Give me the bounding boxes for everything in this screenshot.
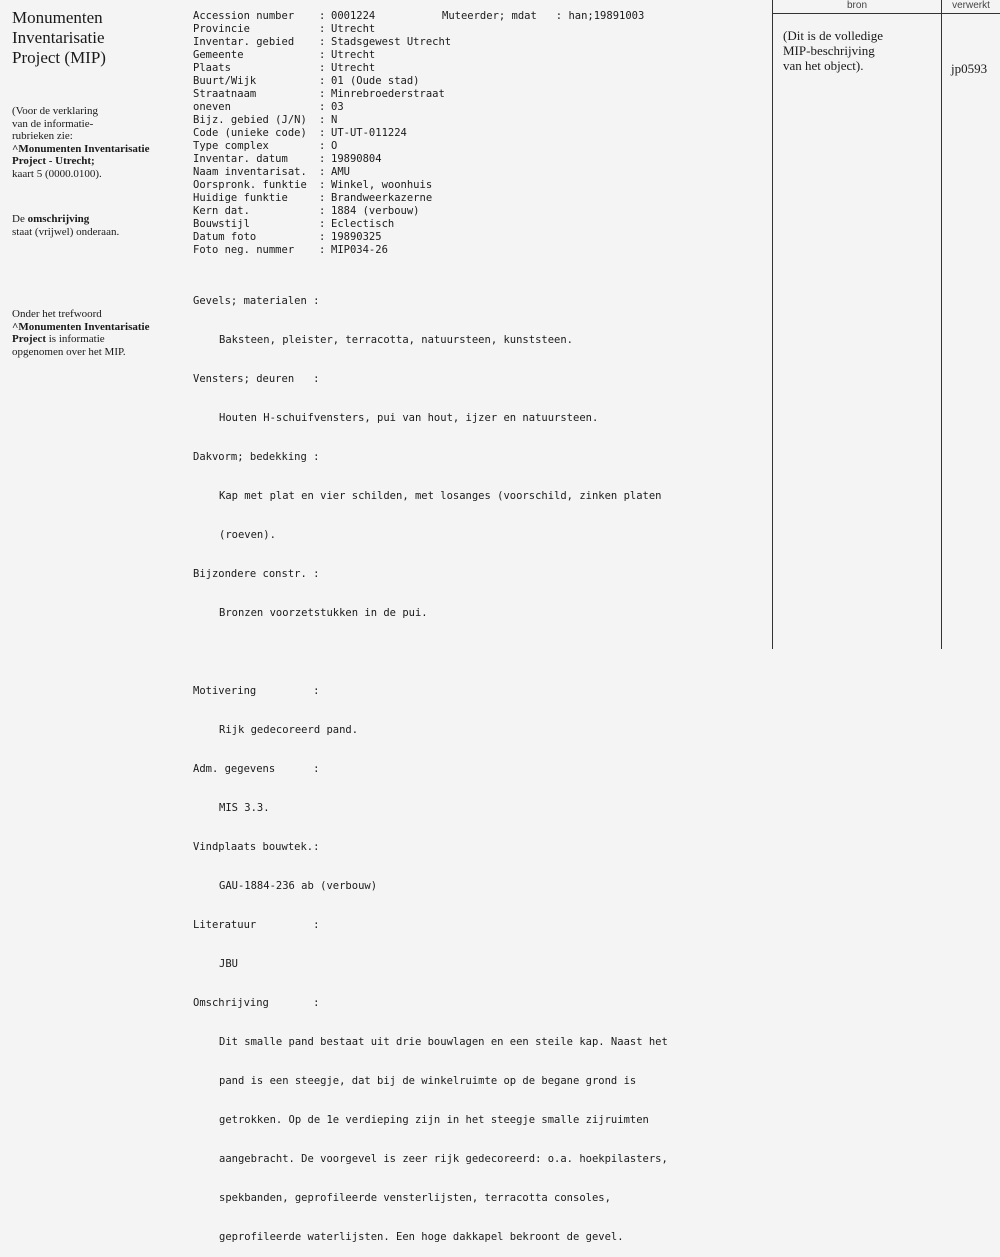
field-label: Bouwstijl xyxy=(193,218,250,230)
field-row xyxy=(193,192,451,205)
column-divider-left xyxy=(772,0,773,649)
field-separator: : xyxy=(319,140,326,152)
field-label: Gemeente xyxy=(193,49,244,61)
field-row xyxy=(193,36,451,49)
field-label: Foto neg. nummer xyxy=(193,244,295,256)
field-separator: : xyxy=(319,62,326,74)
field-label: Type complex xyxy=(193,140,269,152)
field-list xyxy=(193,10,451,257)
legend-note: (Voor de verklaring van de informatie- rubrieken zie: ^Monumenten Inventarisatie Project - Utrecht; kaart 5 (0000.0100). xyxy=(12,105,150,180)
field-row xyxy=(193,49,451,62)
field-row xyxy=(193,218,451,231)
keyword-note: Onder het trefwoord ^Monumenten Inventarisatie Project is informatie opgenomen over het MIP. xyxy=(12,308,150,358)
dakvorm-value: Kap met plat en vier schilden, met losanges (voorschild, zinken platen xyxy=(219,490,662,502)
field-separator: : xyxy=(319,10,326,22)
dakvorm-heading: Dakvorm; bedekking : xyxy=(193,451,320,463)
field-label: Inventar. datum xyxy=(193,153,288,165)
field-row xyxy=(193,10,451,23)
field-row xyxy=(193,179,451,192)
field-separator: : xyxy=(319,127,326,139)
field-separator: : xyxy=(319,244,326,256)
literatuur-heading: Literatuur : xyxy=(193,919,320,931)
gevels-value: Baksteen, pleister, terracotta, natuursteen, kunststeen. xyxy=(219,334,574,346)
field-label: Code (unieke code) xyxy=(193,127,307,139)
verwerkt-code: jp0593 xyxy=(951,61,988,76)
field-label: Kern dat. xyxy=(193,205,250,217)
field-label: Inventar. gebied xyxy=(193,36,295,48)
field-separator: : xyxy=(319,114,326,126)
mutator-value: han;19891003 xyxy=(568,10,645,22)
field-separator: : xyxy=(319,153,326,165)
field-value: Utrecht xyxy=(331,62,376,74)
field-label: Buurt/Wijk xyxy=(193,75,257,87)
field-label: Datum foto xyxy=(193,231,257,243)
field-separator: : xyxy=(319,101,326,113)
field-separator: : xyxy=(319,192,326,204)
field-row xyxy=(193,231,451,244)
vensters-value: Houten H-schuifvensters, pui van hout, ijzer en natuursteen. xyxy=(219,412,599,424)
field-separator: : xyxy=(319,218,326,230)
field-value: MIP034-26 xyxy=(331,244,388,256)
field-separator: : xyxy=(319,179,326,191)
omschrijving-line: Dit smalle pand bestaat uit drie bouwlagen en een steile kap. Naast het xyxy=(219,1036,668,1048)
omschrijving-heading: Omschrijving : xyxy=(193,997,320,1009)
field-separator: : xyxy=(319,166,326,178)
field-row xyxy=(193,205,451,218)
field-label: Oorspronk. funktie xyxy=(193,179,307,191)
field-separator: : xyxy=(319,231,326,243)
motivering-heading: Motivering : xyxy=(193,685,320,697)
field-value: 03 xyxy=(331,101,344,113)
field-value: Utrecht xyxy=(331,23,376,35)
motivering-value: Rijk gedecoreerd pand. xyxy=(219,724,359,736)
field-value: Minrebroederstraat xyxy=(331,88,445,100)
field-label: Accession number xyxy=(193,10,295,22)
field-value: 0001224 xyxy=(331,10,376,22)
omschrijving-line: pand is een steegje, dat bij de winkelruimte op de begane grond is xyxy=(219,1075,637,1087)
bijzondere-value: Bronzen voorzetstukken in de pui. xyxy=(219,607,428,619)
field-separator: : xyxy=(319,49,326,61)
field-value: AMU xyxy=(331,166,350,178)
omschrijving-line: geprofileerde waterlijsten. Een hoge dakkapel bekroont de gevel. xyxy=(219,1231,624,1243)
dakvorm-value-cont: (roeven). xyxy=(219,529,276,541)
field-row xyxy=(193,127,451,140)
field-row xyxy=(193,75,451,88)
field-row xyxy=(193,101,451,114)
adm-value: MIS 3.3. xyxy=(219,802,270,814)
field-value: 19890804 xyxy=(331,153,382,165)
field-value: 01 (Oude stad) xyxy=(331,75,420,87)
omschrijving-line: aangebracht. De voorgevel is zeer rijk gedecoreerd: o.a. hoekpilasters, xyxy=(219,1153,668,1165)
field-row xyxy=(193,153,451,166)
column-divider-right xyxy=(941,0,942,649)
field-label: Provincie xyxy=(193,23,250,35)
vensters-heading: Vensters; deuren : xyxy=(193,373,320,385)
mutator-label: Muteerder; mdat xyxy=(442,10,537,22)
field-value: 1884 (verbouw) xyxy=(331,205,420,217)
description-blocks xyxy=(193,269,668,1257)
field-row xyxy=(193,140,451,153)
field-label: Straatnaam xyxy=(193,88,257,100)
spacer xyxy=(193,646,668,659)
field-label: Naam inventarisat. xyxy=(193,166,307,178)
field-value: N xyxy=(331,114,338,126)
omschrijving-line: getrokken. Op de 1e verdieping zijn in het steegje smalle zijruimten xyxy=(219,1114,649,1126)
field-value: Brandweerkazerne xyxy=(331,192,433,204)
literatuur-value: JBU xyxy=(219,958,238,970)
field-label: Bijz. gebied (J/N) xyxy=(193,114,307,126)
field-value: UT-UT-011224 xyxy=(331,127,407,139)
verwerkt-header: verwerkt xyxy=(952,0,990,11)
vindplaats-heading: Vindplaats bouwtek.: xyxy=(193,841,320,853)
field-value: Eclectisch xyxy=(331,218,395,230)
field-label: oneven xyxy=(193,101,231,113)
field-value: Stadsgewest Utrecht xyxy=(331,36,452,48)
document-title: Monumenten Inventarisatie Project (MIP) xyxy=(12,8,106,67)
field-row xyxy=(193,114,451,127)
field-value: 19890325 xyxy=(331,231,382,243)
field-row xyxy=(193,244,451,257)
bijzondere-heading: Bijzondere constr. : xyxy=(193,568,320,580)
field-value: O xyxy=(331,140,338,152)
description-note: De omschrijving staat (vrijwel) onderaan. xyxy=(12,213,120,238)
field-value: Utrecht xyxy=(331,49,376,61)
bron-text: (Dit is de volledige MIP-beschrijving van het object). xyxy=(783,28,884,73)
field-separator: : xyxy=(319,75,326,87)
field-separator: : xyxy=(319,205,326,217)
field-separator: : xyxy=(319,88,326,100)
field-separator: : xyxy=(319,23,326,35)
field-value: Winkel, woonhuis xyxy=(331,179,433,191)
field-row xyxy=(193,166,451,179)
field-row xyxy=(193,88,451,101)
adm-heading: Adm. gegevens : xyxy=(193,763,320,775)
left-margin xyxy=(12,0,182,358)
mutator-line: Muteerder; mdat : han;19891003 xyxy=(442,10,645,22)
field-row xyxy=(193,62,451,75)
vindplaats-value: GAU-1884-236 ab (verbouw) xyxy=(219,880,378,892)
header-rule xyxy=(772,13,1000,14)
field-separator: : xyxy=(319,36,326,48)
bron-header: bron xyxy=(846,0,867,11)
field-row xyxy=(193,23,451,36)
gevels-heading: Gevels; materialen : xyxy=(193,295,320,307)
field-label: Plaats xyxy=(193,62,231,74)
field-label: Huidige funktie xyxy=(193,192,288,204)
omschrijving-line: spekbanden, geprofileerde vensterlijsten, terracotta consoles, xyxy=(219,1192,611,1204)
